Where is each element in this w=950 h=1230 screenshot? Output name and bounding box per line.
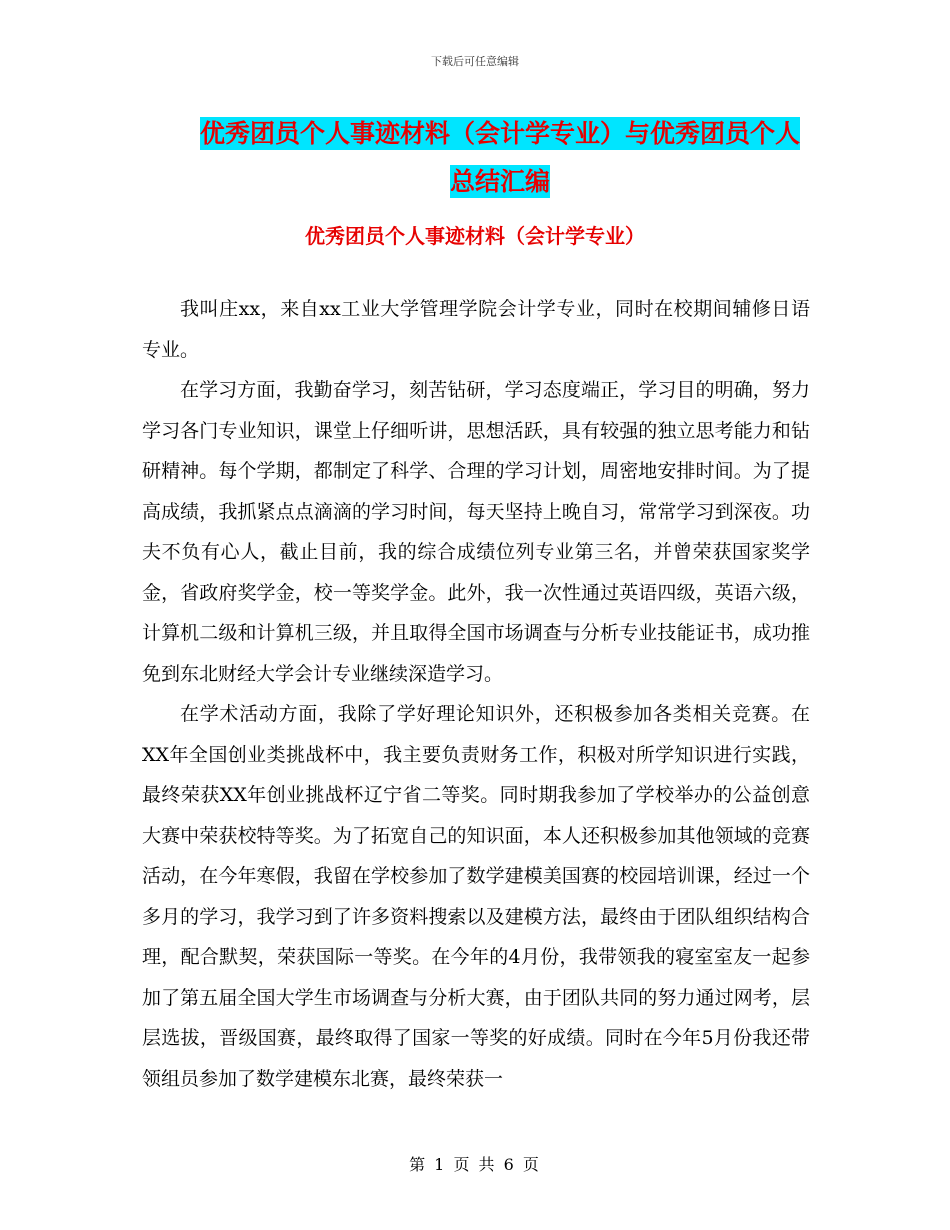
page-number: 第 1 页 共 6 页	[409, 1155, 541, 1174]
document-title	[190, 110, 810, 206]
header-note: 下载后可任意编辑	[431, 55, 519, 68]
paragraph-academic: 在学术活动方面，我除了学好理论知识外，还积极参加各类相关竞赛。在XX年全国创业类挑战杯中，我主要负责财务工作，积极对所学知识进行实践，最终荣获XX年创业挑战杯辽宁省二等奖。同时期我参加了学校举办的公益创意大赛中荣获校特等奖。为了拓宽自己的知识面，本人还积极参加其他领域的竞赛活动，在今年寒假，我留在学校参加了数学建模美国赛的校园培训课，经过一个多月的学习，我学习到了许多资料搜索以及建模方法，最终由于团队组织结构合理，配合默契，荣获国际一等奖。在今年的4月份，我带领我的寝室室友一起参加了第五届全国大学生市场调查与分析大赛，由于团队共同的努力通过网考，层层选拔，晋级国赛，最终取得了国家一等奖的好成绩。同时在今年5月份我还带领组员参加了数学建模东北赛，最终荣获一	[142, 703, 810, 1090]
document-title-text: 优秀团员个人事迹材料（会计学专业）与优秀团员个人总结汇编	[199, 119, 800, 196]
document-body	[142, 289, 810, 1099]
section-title: 优秀团员个人事迹材料（会计学专业）	[305, 224, 645, 248]
paragraph-study: 在学习方面，我勤奋学习，刻苦钻研，学习态度端正，学习目的明确，努力学习各门专业知识，课堂上仔细听讲，思想活跃，具有较强的独立思考能力和钻研精神。每个学期，都制定了科学、合理的学习计划，周密地安排时间。为了提高成绩，我抓紧点点滴滴的学习时间，每天坚持上晚自习，常常学习到深夜。功夫不负有心人，截止目前，我的综合成绩位列专业第三名，并曾荣获国家奖学金，省政府奖学金，校一等奖学金。此外，我一次性通过英语四级，英语六级，计算机二级和计算机三级，并且取得全国市场调查与分析专业技能证书，成功推免到东北财经大学会计专业继续深造学习。	[142, 379, 810, 685]
paragraph-intro: 我叫庄xx，来自xx工业大学管理学院会计学专业，同时在校期间辅修日语专业。	[142, 298, 810, 361]
